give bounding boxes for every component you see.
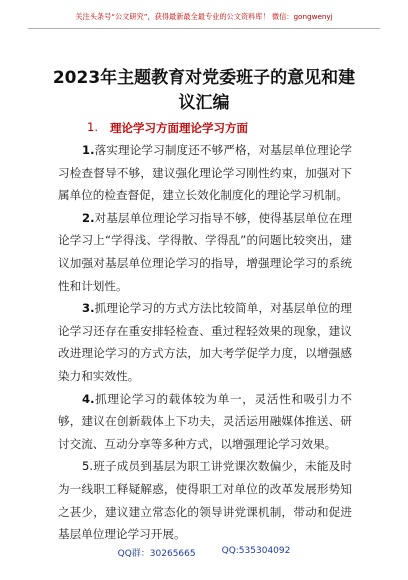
paragraph (58, 207, 352, 297)
section-number: 1. (87, 120, 98, 134)
paragraph-number: 3. (82, 301, 95, 316)
paragraph-text: 落实理论学习制度还不够严格，对基层单位理论学习检查督导不够，建议强化理论学习刚性约束，加强对下属单位的检查督促，建立长效化制度化的理论学习机制。 (58, 143, 352, 203)
footer-qq: QQ:535304092 (221, 546, 291, 556)
header-banner-text: 关注头条号“公文研究”，获得最新最全最专业的公文资料库！ 微信：gongwenyj (75, 12, 333, 21)
paragraph-number: 2. (82, 210, 95, 225)
paragraph-number: 4. (82, 391, 95, 406)
header-banner (28, 6, 380, 29)
footer (0, 546, 408, 559)
paragraph-text: 抓理论学习的方式方法比较简单，对基层单位的理论学习还存在重安排轻检查、重过程轻效果的现象，建议改进理论学习的方式方法，加大考学促学力度，以增强感染力和实效性。 (58, 301, 352, 383)
paragraph (58, 455, 352, 545)
paragraph (58, 388, 352, 456)
paragraph-text: 对基层单位理论学习指导不够，使得基层单位在理论学习上“学得浅、学得散、学得乱”的问题比较突出，建议加强对基层单位理论学习的指导，增强理论学习的系统性和计划性。 (58, 210, 352, 293)
section-heading-text: 理论学习方面理论学习方面 (109, 121, 248, 135)
paragraph-text: 抓理论学习的载体较为单一，灵活性和吸引力不够，建议在创新载体上下功夫，灵活运用融媒体推送、研讨交流、互动分享等多种方式，以增强理论学习效果。 (58, 391, 352, 451)
section-heading (87, 120, 248, 136)
paragraph-text: 班子成员到基层为职工讲党课次数偏少，未能及时为一线职工释疑解惑，使得职工对单位的改革发展形势知之甚少，建议建立常态化的领导讲党课机制，带动和促进基层单位理论学习开展。 (58, 459, 352, 542)
document-title: 2023年主题教育对党委班子的意见和建议汇编 (52, 68, 356, 113)
paragraph-number: 1. (82, 143, 95, 157)
document-body (58, 139, 352, 546)
paragraph (58, 139, 352, 207)
footer-qq-group: QQ群：30265665 (117, 549, 196, 559)
paragraph-number: 5. (82, 459, 94, 474)
paragraph (58, 297, 352, 387)
